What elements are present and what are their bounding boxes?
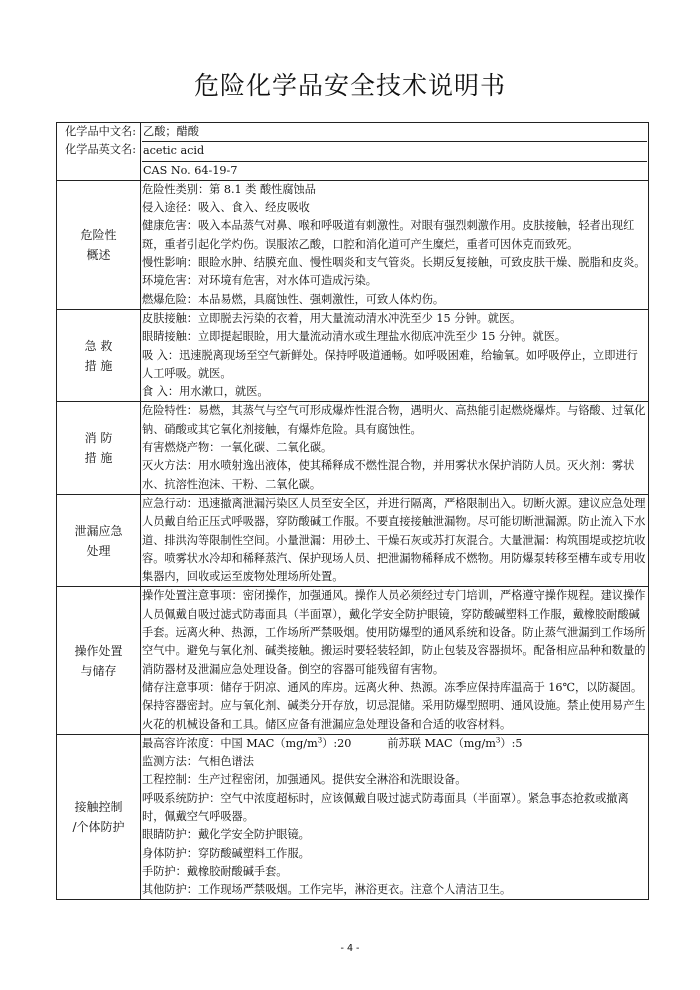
exposure-line: 其他防护：工作现场严禁吸烟。工作完毕，淋浴更衣。注意个人清洁卫生。 xyxy=(142,883,512,897)
first-aid-content xyxy=(141,309,649,401)
exposure-label: 接触控制 /个体防护 xyxy=(57,734,141,900)
hazard-line: 危险性类别：第 8.1 类 酸性腐蚀品 xyxy=(142,182,316,196)
hazard-line: 侵入途径：吸入、食入、经皮吸收 xyxy=(142,201,310,215)
exposure-line: 工程控制：生产过程密闭，加强通风。提供安全淋浴和洗眼设备。 xyxy=(142,773,467,787)
mac-cn-sup: 3 xyxy=(317,736,323,745)
storage-row xyxy=(57,587,649,734)
identity-row xyxy=(57,123,649,181)
mac-cn: 最高容许浓度：中国 MAC（mg/m xyxy=(142,736,318,750)
en-name-value: acetic acid xyxy=(143,144,205,158)
storage-line: 操作处置注意事项：密闭操作，加强通风。操作人员必须经过专门培训，严格遵守操作规程。建议操作人员佩戴自吸过滤式防毒面具（半面罩），戴化学安全防护眼镜，穿防酸碱塑料工作服，戴橡胶耐酸碱手套。远离火种、热源，工作场所严禁吸烟。使用防爆型的通风系统和设备。防止蒸气泄漏到工作场所空气中。避免与氧化剂、碱类接触。搬运时要轻装轻卸，防止包装及容器损坏。配备相应品种和数量的消防器材及泄漏应急处理设备。倒空的容器可能残留有害物。 xyxy=(142,589,646,676)
first-aid-line: 吸 入：迅速脱离现场至空气新鲜处。保持呼吸道通畅。如呼吸困难，给输氧。如呼吸停止，立即进行人工呼吸。就医。 xyxy=(142,348,638,380)
exposure-content xyxy=(141,734,649,900)
en-name-label: 化学品英文名: xyxy=(65,143,136,157)
storage-label: 操作处置 与储存 xyxy=(57,587,141,734)
hazard-content xyxy=(141,180,649,309)
hazard-label: 危险性 概述 xyxy=(57,180,141,309)
hazard-line: 环境危害：对环境有危害，对水体可造成污染。 xyxy=(142,274,377,288)
fire-line: 灭火方法：用水喷射逸出液体，使其稀释成不燃性混合物，并用雾状水保护消防人员。灭火剂：雾状水、抗溶性泡沫、干粉、二氧化碳。 xyxy=(142,459,635,491)
exposure-line: 呼吸系统防护：空气中浓度超标时，应该佩戴自吸过滤式防毒面具（半面罩）。紧急事态抢救或撤离时，佩戴空气呼吸器。 xyxy=(142,791,629,823)
cn-name-value: 乙酸；醋酸 xyxy=(143,125,199,138)
exposure-line: 眼睛防护：戴化学安全防护眼镜。 xyxy=(142,828,310,842)
storage-content xyxy=(141,587,649,734)
hazard-line: 健康危害：吸入本品蒸气对鼻、喉和呼吸道有刺激性。对眼有强烈刺激作用。皮肤接触，轻者出现红斑，重者引起化学灼伤。误服浓乙酸，口腔和消化道可产生糜烂，重者可因休克而致死。 xyxy=(142,219,635,251)
cn-name-label: 化学品中文名: xyxy=(65,125,136,138)
first-aid-line: 眼睛接触：立即提起眼睑，用大量流动清水或生理盐水彻底冲洗至少 15 分钟。就医。 xyxy=(142,330,567,344)
hazard-line: 燃爆危险：本品易燃，具腐蚀性、强刺激性，可致人体灼伤。 xyxy=(142,292,445,306)
fire-label: 消 防 措 施 xyxy=(57,402,141,494)
fire-content xyxy=(141,402,649,494)
exposure-line: 身体防护：穿防酸碱塑料工作服。 xyxy=(142,846,310,860)
page-number: - 4 - xyxy=(340,943,360,954)
first-aid-line: 皮肤接触：立即脱去污染的衣着，用大量流动清水冲洗至少 15 分钟。就医。 xyxy=(142,311,522,325)
leak-label: 泄漏应急 处理 xyxy=(57,494,141,586)
document-title: 危险化学品安全技术说明书 xyxy=(193,71,506,100)
fire-line: 危险特性：易燃，其蒸气与空气可形成爆炸性混合物，遇明火、高热能引起燃烧爆炸。与铬酸、过氧化钠、硝酸或其它氧化剂接触，有爆炸危险。具有腐蚀性。 xyxy=(142,404,646,436)
exposure-line: 手防护：戴橡胶耐酸碱手套。 xyxy=(142,864,288,878)
hazard-row xyxy=(57,180,649,309)
first-aid-label: 急 救 措 施 xyxy=(57,309,141,401)
msds-table xyxy=(56,122,649,900)
mac-su: 前苏联 MAC（mg/m xyxy=(387,736,496,750)
leak-line: 应急行动：迅速撤离泄漏污染区人员至安全区，并进行隔离，严格限制出入。切断火源。建议应急处理人员戴自给正压式呼吸器，穿防酸碱工作服。不要直接接触泄漏物。尽可能切断泄漏源。防止流入下水道、排洪沟等限制性空间。小量泄漏：用砂土、干燥石灰或苏打灰混合。大量泄漏：构筑围堤或挖坑收容。喷雾状水冷却和稀释蒸汽、保护现场人员、把泄漏物稀释成不燃物。用防爆泵转移至槽车或专用收集器内，回收或运至废物处理场所处置。 xyxy=(142,496,646,584)
mac-cn-value: ）:20 xyxy=(322,736,352,750)
exposure-line: 监测方法：气相色谱法 xyxy=(142,755,254,769)
mac-su-sup: 3 xyxy=(495,736,501,745)
exposure-row xyxy=(57,734,649,900)
leak-row xyxy=(57,494,649,586)
hazard-line: 慢性影响：眼睑水肿、结膜充血、慢性咽炎和支气管炎。长期反复接触，可致皮肤干燥、脱脂和皮炎。 xyxy=(142,256,646,270)
storage-line: 储存注意事项：储存于阴凉、通风的库房。远离火种、热源。冻季应保持库温高于 16℃，以防凝固。保持容器密封。应与氧化剂、碱类分开存放，切忌混储。采用防爆型照明、通风设施。禁止使用易产生火花的机械设备和工具。储区应备有泄漏应急处理设备和合适的收容材料。 xyxy=(142,680,646,731)
mac-line xyxy=(142,735,647,753)
fire-line: 有害燃烧产物：一氧化碳、二氧化碳。 xyxy=(142,441,333,455)
first-aid-row xyxy=(57,309,649,401)
leak-content xyxy=(141,494,649,586)
fire-row xyxy=(57,402,649,494)
mac-su-value: ）:5 xyxy=(500,736,523,750)
cas-number: CAS No. 64-19-7 xyxy=(143,163,238,177)
first-aid-line: 食 入：用水漱口，就医。 xyxy=(142,385,269,399)
